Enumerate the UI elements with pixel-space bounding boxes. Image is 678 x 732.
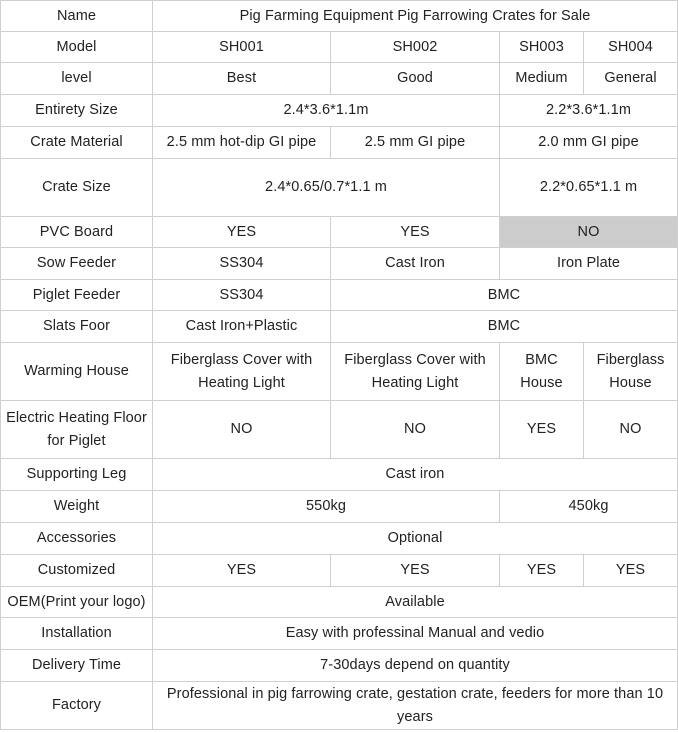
supporting-leg-cell: Cast iron	[153, 459, 678, 491]
table-row	[1, 459, 678, 491]
model-sh004: SH004	[584, 32, 678, 63]
crate-size-cell: 2.4*0.65/0.7*1.1 m	[153, 159, 500, 217]
electric-heating-floor-cell: NO	[331, 401, 500, 459]
row-label-accessories: Accessories	[1, 523, 153, 555]
row-label-model: Model	[1, 32, 153, 63]
weight-cell: 550kg	[153, 491, 500, 523]
model-sh002: SH002	[331, 32, 500, 63]
level-cell: Good	[331, 63, 500, 95]
product-name: Pig Farming Equipment Pig Farrowing Crates for Sale	[153, 1, 678, 32]
sow-feeder-cell: Iron Plate	[500, 248, 678, 280]
row-label-piglet-feeder: Piglet Feeder	[1, 280, 153, 311]
pvc-board-highlighted-cell: NO	[500, 217, 678, 248]
row-label-crate-material: Crate Material	[1, 127, 153, 159]
sow-feeder-cell: Cast Iron	[331, 248, 500, 280]
table-row	[1, 618, 678, 650]
crate-size-cell: 2.2*0.65*1.1 m	[500, 159, 678, 217]
model-sh003: SH003	[500, 32, 584, 63]
table-row	[1, 127, 678, 159]
row-label-name: Name	[1, 1, 153, 32]
factory-cell: Professional in pig farrowing crate, gestation crate, feeders for more than 10 years	[153, 682, 678, 730]
table-row	[1, 32, 678, 63]
pvc-board-cell: YES	[153, 217, 331, 248]
table-row	[1, 159, 678, 217]
table-row	[1, 63, 678, 95]
accessories-cell: Optional	[153, 523, 678, 555]
piglet-feeder-cell: SS304	[153, 280, 331, 311]
warming-house-cell: Fiberglass House	[584, 343, 678, 401]
table-row	[1, 555, 678, 587]
row-label-customized: Customized	[1, 555, 153, 587]
row-label-entirety-size: Entirety Size	[1, 95, 153, 127]
table-row	[1, 343, 678, 401]
row-label-factory: Factory	[1, 682, 153, 730]
table-row	[1, 1, 678, 32]
warming-house-cell: Fiberglass Cover with Heating Light	[153, 343, 331, 401]
customized-cell: YES	[331, 555, 500, 587]
row-label-slats-floor: Slats Foor	[1, 311, 153, 343]
installation-cell: Easy with professinal Manual and vedio	[153, 618, 678, 650]
row-label-warming-house: Warming House	[1, 343, 153, 401]
slats-floor-cell: BMC	[331, 311, 678, 343]
table-row	[1, 95, 678, 127]
piglet-feeder-cell: BMC	[331, 280, 678, 311]
oem-cell: Available	[153, 587, 678, 618]
crate-material-cell: 2.5 mm hot-dip GI pipe	[153, 127, 331, 159]
row-label-sow-feeder: Sow Feeder	[1, 248, 153, 280]
level-cell: Best	[153, 63, 331, 95]
customized-cell: YES	[153, 555, 331, 587]
crate-material-cell: 2.0 mm GI pipe	[500, 127, 678, 159]
table-row	[1, 217, 678, 248]
electric-heating-floor-cell: NO	[584, 401, 678, 459]
customized-cell: YES	[500, 555, 584, 587]
table-row	[1, 523, 678, 555]
customized-cell: YES	[584, 555, 678, 587]
row-label-supporting-leg: Supporting Leg	[1, 459, 153, 491]
entirety-size-cell: 2.2*3.6*1.1m	[500, 95, 678, 127]
model-sh001: SH001	[153, 32, 331, 63]
row-label-oem: OEM(Print your logo)	[1, 587, 153, 618]
table-row	[1, 401, 678, 459]
pvc-board-cell: YES	[331, 217, 500, 248]
electric-heating-floor-cell: YES	[500, 401, 584, 459]
table-row	[1, 650, 678, 682]
row-label-crate-size: Crate Size	[1, 159, 153, 217]
table-row	[1, 311, 678, 343]
table-row	[1, 248, 678, 280]
warming-house-cell: BMC House	[500, 343, 584, 401]
warming-house-cell: Fiberglass Cover with Heating Light	[331, 343, 500, 401]
row-label-delivery-time: Delivery Time	[1, 650, 153, 682]
sow-feeder-cell: SS304	[153, 248, 331, 280]
row-label-electric-heating-floor: Electric Heating Floor for Piglet	[1, 401, 153, 459]
weight-cell: 450kg	[500, 491, 678, 523]
table-row	[1, 682, 678, 730]
entirety-size-cell: 2.4*3.6*1.1m	[153, 95, 500, 127]
row-label-installation: Installation	[1, 618, 153, 650]
slats-floor-cell: Cast Iron+Plastic	[153, 311, 331, 343]
crate-material-cell: 2.5 mm GI pipe	[331, 127, 500, 159]
table-row	[1, 587, 678, 618]
row-label-level: level	[1, 63, 153, 95]
level-cell: Medium	[500, 63, 584, 95]
level-cell: General	[584, 63, 678, 95]
table-row	[1, 491, 678, 523]
table-row	[1, 280, 678, 311]
electric-heating-floor-cell: NO	[153, 401, 331, 459]
delivery-time-cell: 7-30days depend on quantity	[153, 650, 678, 682]
row-label-pvc-board: PVC Board	[1, 217, 153, 248]
row-label-weight: Weight	[1, 491, 153, 523]
